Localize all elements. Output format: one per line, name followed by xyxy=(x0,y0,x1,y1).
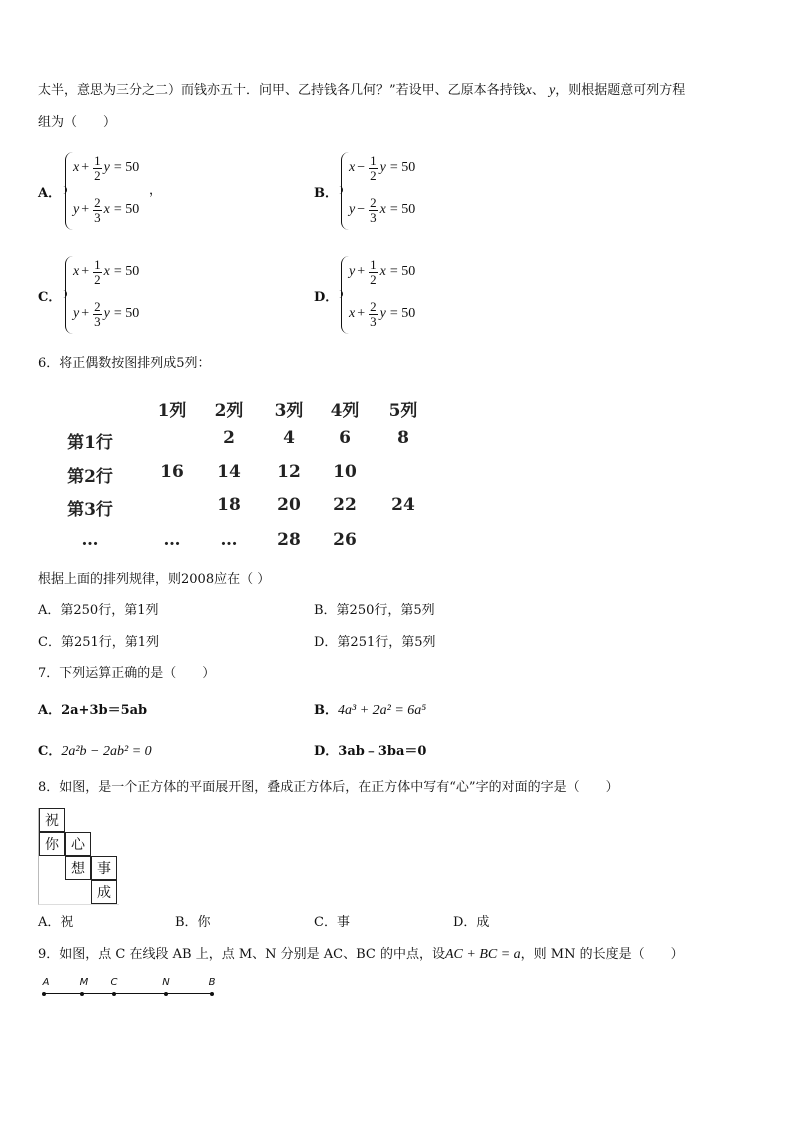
table-cell: 4 xyxy=(283,428,295,448)
fraction-denominator: 2 xyxy=(94,167,101,183)
fraction-numerator: 2 xyxy=(94,298,101,314)
table-cell: 14 xyxy=(217,462,241,482)
equation-1 xyxy=(73,254,141,290)
table-cell: 2 xyxy=(223,428,235,448)
fraction-denominator: 3 xyxy=(94,209,101,225)
fraction xyxy=(93,258,102,287)
eq-term: y xyxy=(73,202,80,217)
column-header: 1列 xyxy=(157,401,187,421)
fraction-numerator: 1 xyxy=(370,256,377,272)
equation-1 xyxy=(349,150,417,186)
eq-operator: − xyxy=(357,160,366,175)
eq-rhs: = 50 xyxy=(113,160,140,175)
fraction xyxy=(369,258,378,287)
q8-option-b[interactable]: B．你 xyxy=(175,915,211,930)
eq-term: y xyxy=(349,264,356,279)
q9-title xyxy=(38,946,684,964)
fraction-numerator: 1 xyxy=(370,152,377,168)
point-a xyxy=(42,992,46,996)
q7-option-d[interactable]: D．3ab﹣3ba＝0 xyxy=(314,744,427,759)
left-brace-icon xyxy=(341,152,349,230)
var-y: y xyxy=(549,83,556,98)
segment-ab-figure xyxy=(42,977,216,994)
net-face-cheng: 成 xyxy=(91,880,117,904)
table-cell: 18 xyxy=(217,495,241,515)
label-a: A xyxy=(42,977,50,988)
q6-option-b[interactable]: B．第250行，第5列 xyxy=(314,603,435,618)
table-cell: … xyxy=(220,530,238,550)
table-cell: 20 xyxy=(277,495,301,515)
eq-rhs: = 50 xyxy=(113,306,140,321)
table-cell: 26 xyxy=(333,530,357,550)
q5-option-d-label[interactable]: D． xyxy=(314,290,339,305)
point-m xyxy=(80,992,84,996)
q5-text-line1 xyxy=(38,82,685,100)
label-m: M xyxy=(79,977,89,988)
net-face-xin: 心 xyxy=(65,832,91,856)
q8-title: 8．如图，是一个正方体的平面展开图，叠成正方体后，在正方体中写有“心”字的对面的字是（ ） xyxy=(38,780,619,795)
q5-option-a-label[interactable]: A． xyxy=(38,186,62,201)
eq-term: y xyxy=(103,160,110,175)
table-cell: 22 xyxy=(333,495,357,515)
eq-term: x xyxy=(349,306,356,321)
q5-option-c-label[interactable]: C． xyxy=(38,290,62,305)
q8-option-a[interactable]: A．祝 xyxy=(38,915,74,930)
table-cell: 24 xyxy=(391,495,415,515)
equation-2 xyxy=(73,192,141,228)
q7-title: 7．下列运算正确的是（ ） xyxy=(38,666,216,681)
eq-term: x xyxy=(379,202,386,217)
eq-rhs: = 50 xyxy=(389,160,416,175)
eq-rhs: = 50 xyxy=(113,264,140,279)
eq-term: y xyxy=(379,306,386,321)
left-brace-icon xyxy=(341,256,349,334)
q7-option-c[interactable] xyxy=(38,743,152,761)
table-cell: 10 xyxy=(333,462,357,482)
q5-text-line2: 组为（ ） xyxy=(38,115,117,130)
fraction xyxy=(93,196,102,225)
q6-title: 6．将正偶数按图排列成5列： xyxy=(38,356,211,371)
eq-rhs: = 50 xyxy=(389,264,416,279)
fraction-denominator: 2 xyxy=(370,271,377,287)
q8-option-d[interactable]: D．成 xyxy=(453,915,490,930)
row-header: … xyxy=(81,530,99,550)
row-header: 第1行 xyxy=(67,433,113,453)
eq-rhs: = 50 xyxy=(113,202,140,217)
fraction-denominator: 3 xyxy=(370,209,377,225)
equation-1 xyxy=(349,254,417,290)
table-cell: 8 xyxy=(397,428,409,448)
column-header: 2列 xyxy=(214,401,244,421)
net-face-shi: 事 xyxy=(91,856,117,880)
eq-operator: + xyxy=(357,306,366,321)
q7-option-b-expr: 4a³ + 2a² = 6a⁵ xyxy=(338,703,427,718)
q6-option-c[interactable]: C．第251行，第1列 xyxy=(38,635,160,650)
eq-rhs: = 50 xyxy=(389,202,416,217)
label-n: N xyxy=(162,977,170,988)
fraction xyxy=(369,300,378,329)
eq-term: y xyxy=(73,306,80,321)
column-header: 3列 xyxy=(274,401,304,421)
eq-operator: + xyxy=(357,264,366,279)
point-c xyxy=(112,992,116,996)
eq-term: x xyxy=(349,160,356,175)
q5-option-b-label[interactable]: B． xyxy=(314,186,338,201)
q7-option-b[interactable] xyxy=(314,702,426,720)
fraction-denominator: 3 xyxy=(94,313,101,329)
point-n xyxy=(164,992,168,996)
q7-option-c-label: C． xyxy=(38,744,62,759)
eq-term: y xyxy=(379,160,386,175)
net-face-zhu: 祝 xyxy=(39,808,65,832)
row-header: 第2行 xyxy=(67,467,113,487)
trailing-comma: ， xyxy=(149,183,163,198)
table-cell: … xyxy=(163,530,181,550)
column-header: 4列 xyxy=(330,401,360,421)
table-cell: 12 xyxy=(277,462,301,482)
eq-operator: + xyxy=(81,306,90,321)
net-face-ni: 你 xyxy=(39,832,65,856)
q9-title-post: ，则 MN 的长度是（ ） xyxy=(520,947,684,962)
cube-net-figure xyxy=(38,808,119,905)
fraction-numerator: 2 xyxy=(94,194,101,210)
q6-option-d[interactable]: D．第251行，第5列 xyxy=(314,635,436,650)
label-b: B xyxy=(208,977,216,988)
table-cell: 6 xyxy=(339,428,351,448)
fraction-denominator: 2 xyxy=(94,271,101,287)
q7-option-b-label: B． xyxy=(314,703,338,718)
eq-operator: + xyxy=(81,160,90,175)
fraction xyxy=(369,196,378,225)
eq-term: y xyxy=(103,306,110,321)
fraction xyxy=(93,154,102,183)
q6-option-a[interactable]: A．第250行，第1列 xyxy=(38,603,159,618)
label-c: C xyxy=(110,977,118,988)
net-face-xiang: 想 xyxy=(65,856,91,880)
fraction-numerator: 1 xyxy=(94,152,101,168)
table-cell: 16 xyxy=(160,462,184,482)
fraction xyxy=(369,154,378,183)
equation-2 xyxy=(73,296,141,332)
q6-question: 根据上面的排列规律，则2008应在（ ） xyxy=(38,572,271,587)
eq-term: x xyxy=(103,264,110,279)
fraction-numerator: 1 xyxy=(94,256,101,272)
q5-text-part: 太半，意思为三分之二）而钱亦五十．问甲、乙持钱各几何？”若设甲、乙原本各持钱 xyxy=(38,83,526,98)
fraction-numerator: 2 xyxy=(370,194,377,210)
q7-option-a[interactable]: A．2a+3b＝5ab xyxy=(38,703,148,718)
sep: 、 xyxy=(531,83,545,98)
equation-1 xyxy=(73,150,141,186)
left-brace-icon xyxy=(65,256,73,334)
eq-term: x xyxy=(103,202,110,217)
q9-title-math: AC + BC = a xyxy=(444,947,521,962)
equation-2 xyxy=(349,192,417,228)
eq-operator: + xyxy=(81,202,90,217)
point-b xyxy=(210,992,214,996)
fraction-numerator: 2 xyxy=(370,298,377,314)
var-x: x xyxy=(525,83,532,98)
fraction-denominator: 3 xyxy=(370,313,377,329)
q7-option-c-expr: 2a²b − 2ab² = 0 xyxy=(61,744,152,759)
eq-term: x xyxy=(379,264,386,279)
q9-title-pre: 9．如图，点 C 在线段 AB 上，点 M、N 分别是 AC、BC 的中点，设 xyxy=(38,947,445,962)
left-brace-icon xyxy=(65,152,73,230)
eq-term: x xyxy=(73,264,80,279)
row-header: 第3行 xyxy=(67,500,113,520)
equation-2 xyxy=(349,296,417,332)
eq-rhs: = 50 xyxy=(389,306,416,321)
table-cell: 28 xyxy=(277,530,301,550)
eq-term: x xyxy=(73,160,80,175)
fraction-denominator: 2 xyxy=(370,167,377,183)
q5-text-tail: ，则根据题意可列方程 xyxy=(555,83,686,98)
eq-operator: − xyxy=(357,202,366,217)
q8-option-c[interactable]: C．事 xyxy=(314,915,350,930)
eq-term: y xyxy=(349,202,356,217)
column-header: 5列 xyxy=(388,401,418,421)
fraction xyxy=(93,300,102,329)
eq-operator: + xyxy=(81,264,90,279)
